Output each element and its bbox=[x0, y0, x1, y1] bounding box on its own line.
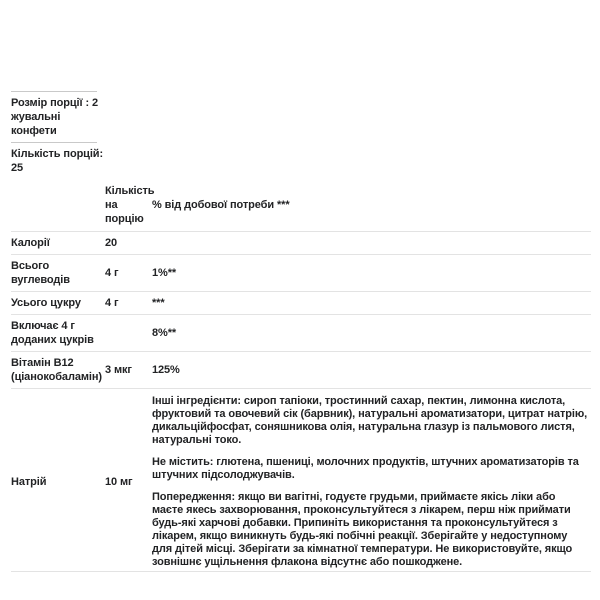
other-ingredients-text: Інші інгредієнти: сироп тапіоки, тростинний сахар, пектин, лимонна кислота, фруктовий та овочевий сік (барвник), натуральні ароматизатори, цитрат натрію, дикальційфосфат, соняшникова олія, натуральна глазур із пальмового листя, натуральні токо. bbox=[152, 395, 588, 446]
does-not-contain-text: Не містить: глютена, пшениці, молочних продуктів, штучних ароматизаторів та штучних підсолоджувачів. bbox=[152, 456, 579, 481]
nutrient-label: Всього вуглеводів bbox=[11, 260, 70, 286]
servings-per-container: Кількість порцій: 25 bbox=[11, 148, 104, 174]
table-row-sodium bbox=[11, 389, 591, 572]
sodium-notes bbox=[152, 395, 591, 569]
table-row-total-sugar bbox=[11, 292, 591, 315]
table-row-vitamin-b12 bbox=[11, 352, 591, 389]
facts-table bbox=[11, 179, 591, 572]
nutrient-label: Калорії bbox=[11, 237, 50, 249]
nutrient-dv: 8%** bbox=[152, 327, 177, 339]
table-row-total-carbs bbox=[11, 255, 591, 292]
nutrient-label: Натрій bbox=[11, 476, 47, 488]
nutrient-dv: 1%** bbox=[152, 267, 177, 279]
warning-text: Попередження: якщо ви вагітні, годуєте грудьми, приймаєте якісь ліки або маєте якесь захворювання, проконсультуйтеся з лікарем, перш ніж приймати будь-які харчові добавки. Припиніть використання та проконсультуйтеся з лікарем, якщо виникнуть будь-які побічні реакції. Зберігайте у недоступному для дітей місці. Зберігати за кімнатної температури. Не використовуйте, якщо зовнішнє ущільнення флакона відсутнє або пошкоджене. bbox=[152, 491, 573, 568]
nutrient-label: Вітамін B12 (ціанокобаламін) bbox=[11, 357, 102, 383]
nutrient-dv: *** bbox=[152, 297, 165, 309]
table-row-calories bbox=[11, 232, 591, 255]
nutrient-amount: 20 bbox=[105, 237, 118, 249]
table-header-row bbox=[11, 179, 591, 232]
dv-column-header: % від добової потреби *** bbox=[152, 199, 290, 211]
nutrient-amount: 10 мг bbox=[105, 476, 133, 488]
nutrient-amount: 3 мкг bbox=[105, 364, 132, 376]
amount-column-header: Кількість на порцію bbox=[105, 185, 155, 225]
nutrient-label: Включає 4 г доданих цукрів bbox=[11, 320, 94, 346]
nutrient-dv: 125% bbox=[152, 364, 180, 376]
table-row-added-sugars bbox=[11, 315, 591, 352]
nutrient-label: Усього цукру bbox=[11, 297, 81, 309]
nutrient-amount: 4 г bbox=[105, 267, 119, 279]
serving-size: Розмір порції : 2 жувальні конфети bbox=[11, 97, 98, 137]
nutrient-amount: 4 г bbox=[105, 297, 119, 309]
